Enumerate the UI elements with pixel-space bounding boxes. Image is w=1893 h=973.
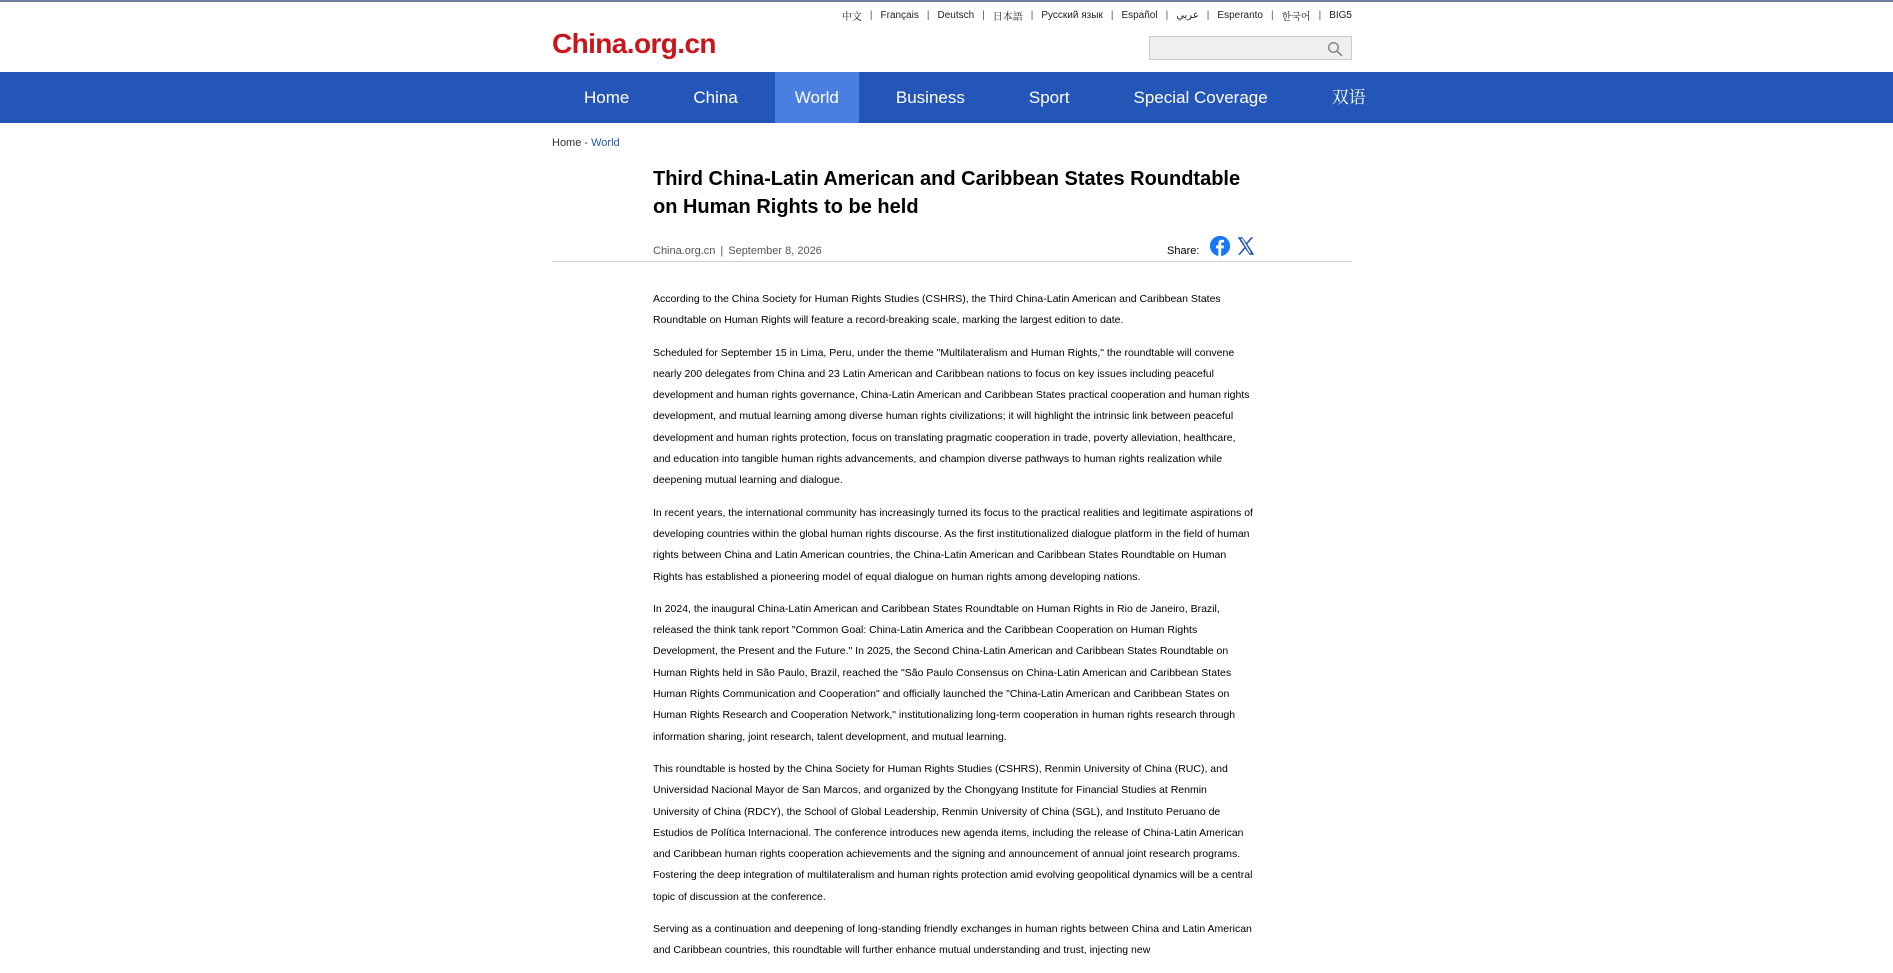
breadcrumb-current[interactable]: World	[591, 137, 620, 149]
article-body	[653, 289, 1253, 973]
share-label: Share:	[1167, 244, 1200, 257]
article-source: China.org.cn	[653, 245, 716, 257]
search-input[interactable]	[1154, 39, 1328, 59]
lang-link-german[interactable]: Deutsch	[937, 10, 975, 21]
article-meta	[653, 245, 822, 257]
header-divider	[552, 261, 1352, 262]
breadcrumb	[552, 137, 620, 149]
language-bar: 中文 | Français | Deutsch | 日本語 | Русский язык | Español | عربي | Esperanto | 한국어 | BIG5	[834, 8, 1352, 23]
site-logo[interactable]: China.org.cn	[552, 28, 716, 59]
article-paragraph: Scheduled for September 15 in Lima, Peru, under the theme "Multilateralism and Human Rights," the roundtable will convene nearly 200 delegates from China and 23 Latin American and Caribbean nations to focus on key issues including peaceful development and human rights governance, China-Latin American and Caribbean States practical cooperation and human rights development, and mutual learning among diverse human rights civilizations; it will highlight the intrinsic link between peaceful development and human rights protection, focus on translating pragmatic cooperation in trade, poverty alleviation, healthcare, and education into tangible human rights advancements, and champion diverse pathways to human rights realization while deepening mutual learning and dialogue.	[653, 346, 1250, 487]
nav-item-bilingual[interactable]: 双语	[1331, 88, 1366, 107]
nav-item-business[interactable]: Business	[895, 88, 965, 107]
x-icon[interactable]	[1235, 235, 1257, 257]
lang-link-french[interactable]: Français	[880, 10, 919, 21]
nav-item-china[interactable]: China	[693, 88, 738, 107]
breadcrumb-separator: -	[581, 137, 592, 149]
main-nav	[0, 72, 1893, 123]
search-box	[1149, 36, 1352, 60]
top-rule	[0, 0, 1893, 2]
article-paragraph: In recent years, the international community has increasingly turned its focus to the practical realities and legitimate aspirations of developing countries within the global human rights discourse. As the first institutionalized dialogue platform in the field of human rights between China and Latin American countries, the China-Latin American and Caribbean States Roundtable on Human Rights has established a pioneering model of equal dialogue on human rights among developing nations.	[653, 506, 1253, 583]
lang-link-spanish[interactable]: Español	[1121, 10, 1158, 21]
article-paragraph: This roundtable is hosted by the China Society for Human Rights Studies (CSHRS), Renmin University of China (RUC), and Universidad Nacional Mayor de San Marcos, and organized by the Chongyang Institute for Financial Studies at Renmin University of China (RDCY), the School of Global Leadership, Renmin University of China (SGL), and Instituto Peruano de Estudios de Política Internacional. The conference introduces new agenda items, including the release of China-Latin American and Caribbean human rights cooperation achievements and the signing and announcement of annual joint research programs. Fostering the deep integration of multilateralism and human rights protection amid evolving geopolitical dynamics will be a central topic of discussion at the conference.	[653, 762, 1253, 903]
article-paragraph: In 2024, the inaugural China-Latin American and Caribbean States Roundtable on Human Rights in Rio de Janeiro, Brazil, released the think tank report "Common Goal: China-Latin America and the Caribbean Cooperation on Human Rights Development, the Present and the Future." In 2025, the Second China-Latin American and Caribbean States Roundtable on Human Rights held in São Paulo, Brazil, reached the "São Paulo Consensus on China-Latin American and Caribbean States Human Rights Communication and Cooperation" and officially launched the "China-Latin American and Caribbean States on Human Rights Research and Cooperation Network," institutionalizing long-term cooperation in human rights research through information sharing, joint research, talent development, and mutual learning.	[653, 602, 1236, 743]
lang-link-japanese[interactable]: 日本語	[992, 12, 1023, 23]
article-paragraph: Serving as a continuation and deepening of long-standing friendly exchanges in human rights between China and Latin American and Caribbean countries, this roundtable will further enhance mutual understanding and trust, injecting new	[653, 923, 1252, 957]
nav-item-home[interactable]: Home	[584, 88, 630, 107]
lang-link-esperanto[interactable]: Esperanto	[1217, 10, 1263, 21]
nav-item-world[interactable]: World	[775, 72, 859, 123]
nav-item-sport[interactable]: Sport	[1028, 88, 1070, 107]
search-icon[interactable]	[1327, 41, 1343, 57]
article-title: Third China-Latin American and Caribbean States Roundtable on Human Rights to be held	[653, 168, 1241, 218]
article-paragraph: According to the China Society for Human Rights Studies (CSHRS), the Third China-Latin American and Caribbean States Roundtable on Human Rights will feature a record-breaking scale, marking the largest edition to date.	[653, 293, 1221, 327]
meta-separator: |	[720, 245, 724, 257]
lang-link-arabic[interactable]: عربي	[1176, 10, 1199, 21]
facebook-icon[interactable]	[1209, 235, 1231, 257]
lang-link-big5[interactable]: BIG5	[1329, 10, 1352, 21]
article-date: September 8, 2026	[728, 245, 822, 257]
breadcrumb-home[interactable]: Home	[552, 137, 582, 149]
lang-link-korean[interactable]: 한국어	[1281, 12, 1311, 23]
nav-item-special-coverage[interactable]: Special Coverage	[1133, 88, 1268, 107]
lang-link-russian[interactable]: Русский язык	[1041, 10, 1103, 21]
share-bar	[1167, 235, 1257, 257]
lang-link-chinese[interactable]: 中文	[841, 12, 862, 23]
